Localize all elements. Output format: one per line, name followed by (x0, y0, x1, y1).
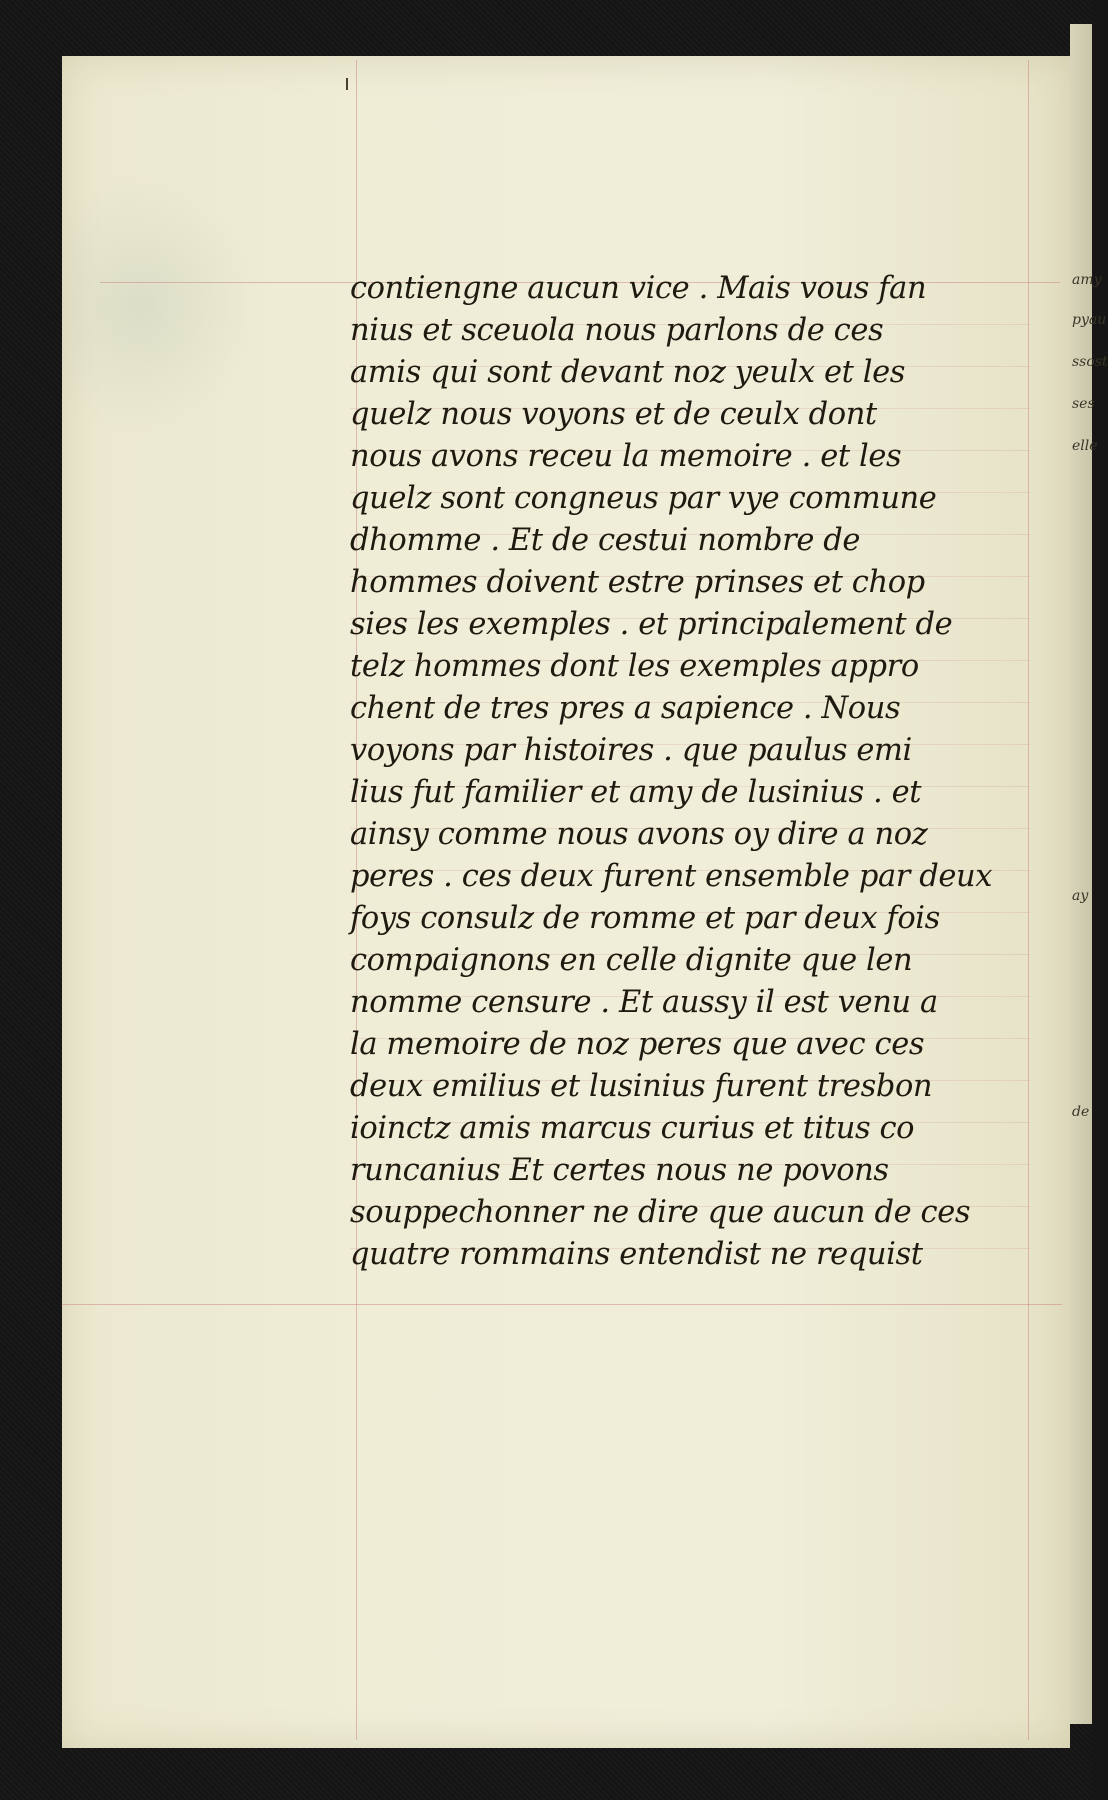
text-line: quatre rommains entendist ne requist (350, 1237, 923, 1272)
next-leaf-fragment: elle (1072, 438, 1098, 454)
text-line: foys consulz de romme et par deux fois (350, 901, 940, 936)
text-line: sies les exemples . et principalement de (350, 607, 953, 642)
text-line: telz hommes dont les exemples appro (350, 649, 919, 684)
text-line: chent de tres pres a sapience . Nous (350, 691, 901, 726)
text-line: peres . ces deux furent ensemble par deux (350, 859, 993, 894)
text-line: ioinctz amis marcus curius et titus co (350, 1111, 915, 1146)
text-line: compaignons en celle dignite que len (350, 943, 913, 978)
text-line: la memoire de noz peres que avec ces (350, 1027, 925, 1062)
next-leaf-fragment: ay (1072, 888, 1089, 904)
ruling-line-right (1028, 60, 1029, 1740)
text-line: quelz nous voyons et de ceulx dont (350, 397, 877, 432)
ruling-line-bottom (62, 1304, 1062, 1305)
text-line: amis qui sont devant noz yeulx et les (350, 355, 906, 390)
text-line: nius et sceuola nous parlons de ces (350, 313, 884, 348)
text-line: nomme censure . Et aussy il est venu a (350, 985, 938, 1020)
text-line: runcanius Et certes nous ne povons (350, 1153, 889, 1188)
next-leaf-fragment: pyau (1072, 312, 1107, 328)
next-leaf-fragment: ssost (1072, 354, 1108, 370)
text-line: hommes doivent estre prinses et chop (350, 565, 925, 600)
text-line: dhomme . Et de cestui nombre de (350, 523, 861, 558)
text-line: souppechonner ne dire que aucun de ces (350, 1195, 971, 1230)
text-line: nous avons receu la memoire . et les (350, 439, 902, 474)
page-mark (346, 78, 348, 90)
next-leaf-fragment: ses (1072, 396, 1095, 412)
next-leaf-edge (1070, 24, 1108, 1724)
text-line: contiengne aucun vice . Mais vous fan (350, 271, 927, 306)
text-line: voyons par histoires . que paulus emi (350, 733, 912, 768)
next-leaf-fragment: de (1072, 1104, 1090, 1120)
page-stain (62, 176, 262, 436)
text-line: lius fut familier et amy de lusinius . et (350, 775, 922, 810)
text-line: quelz sont congneus par vye commune (350, 481, 937, 516)
text-line: deux emilius et lusinius furent tresbon (350, 1069, 933, 1104)
next-leaf-fragment: amy (1072, 272, 1102, 288)
text-line: ainsy comme nous avons oy dire a noz (350, 817, 928, 852)
